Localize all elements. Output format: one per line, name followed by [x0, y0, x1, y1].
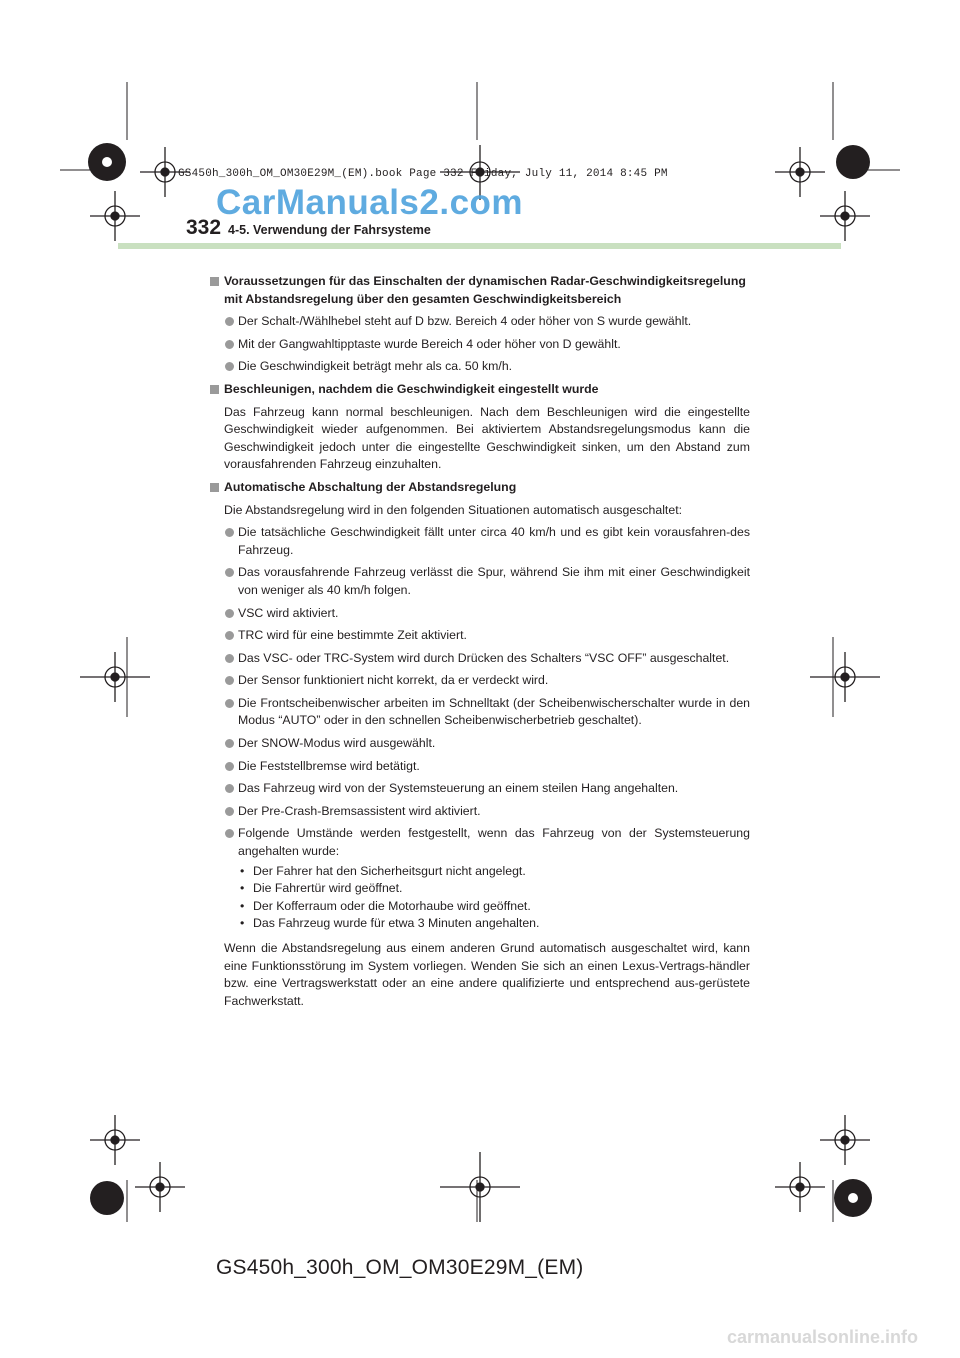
list-item-text: VSC wird aktiviert.: [238, 605, 339, 620]
list-item: [210, 605, 750, 623]
file-stamp: GS450h_300h_OM_OM30E29M_(EM).book Page 332 Friday, July 11, 2014 8:45 PM: [178, 168, 668, 180]
list-item-text: Der Pre-Crash-Bremsassistent wird aktiviert.: [238, 803, 481, 818]
sub-list-item: [210, 915, 750, 933]
list-item: [210, 825, 750, 860]
list-item-text: Mit der Gangwahltipptaste wurde Bereich 4 oder höher von D gewählt.: [238, 336, 621, 351]
round-bullet-icon: [225, 676, 234, 685]
sub-bullet-mark: •: [240, 881, 245, 896]
page-number: 332: [186, 216, 222, 239]
list-item: [210, 695, 750, 730]
list-item: [210, 313, 750, 331]
list-item-text: Die tatsächliche Geschwindigkeit fällt unter circa 40 km/h und es gibt kein vorausfahren-des Fahrzeug.: [238, 525, 750, 557]
footer-document-code: GS450h_300h_OM_OM30E29M_(EM): [216, 1256, 584, 1279]
list-item-text: Das vorausfahrende Fahrzeug verlässt die Spur, während Sie ihm mit einer Geschwindigkeit von weniger als 40 km/h folgen.: [238, 565, 750, 597]
list-item-text: Die Geschwindigkeit beträgt mehr als ca. 50 km/h.: [238, 359, 513, 374]
round-bullet-icon: [225, 631, 234, 640]
heading-text: Beschleunigen, nachdem die Geschwindigkeit eingestellt wurde: [224, 381, 599, 396]
closing-paragraph: Wenn die Abstandsregelung aus einem anderen Grund automatisch ausgeschaltet wird, kann eine Funktionsstörung im System vorliegen. Wenden Sie sich an einen Lexus-Vertrags-händler bzw. eine Vertragswerkstatt oder an eine andere qualifizierte und entsprechend aus-gerüstete Fachwerkstatt.: [224, 941, 750, 1008]
sub-list-item-text: Der Kofferraum oder die Motorhaube wird geöffnet.: [253, 898, 531, 913]
list-item-text: Die Frontscheibenwischer arbeiten im Schnelltakt (der Scheibenwischerschalter wurde in den Modus “AUTO” oder in den schnellen Scheibenwischerbetrieb geschaltet).: [238, 695, 750, 728]
list-item-text: Die Feststellbremse wird betätigt.: [238, 758, 420, 773]
sub-list-item-text: Das Fahrzeug wurde für etwa 3 Minuten angehalten.: [253, 916, 540, 931]
round-bullet-icon: [225, 699, 234, 708]
starburst-icon: [834, 1179, 872, 1217]
crosshair-icon: [90, 191, 140, 241]
starburst-icon: [88, 143, 126, 181]
sub-list-item: [210, 880, 750, 898]
list-item-text: Folgende Umstände werden festgestellt, wenn das Fahrzeug von der Systemsteuerung angehalten wurde:: [238, 826, 750, 859]
crosshair-icon: [80, 652, 150, 702]
round-bullet-icon: [225, 317, 234, 326]
list-item: [210, 358, 750, 376]
sub-bullet-mark: •: [240, 898, 245, 913]
list-item-text: Der Sensor funktioniert nicht korrekt, da er verdeckt wird.: [238, 673, 549, 688]
crosshair-icon: [90, 1115, 140, 1165]
section-heading: [210, 381, 750, 399]
watermark-top: CarManuals2.com: [216, 183, 524, 222]
list-item: [210, 803, 750, 821]
list-item: [210, 672, 750, 690]
sub-list-item: [210, 898, 750, 916]
square-bullet-icon: [210, 483, 219, 492]
crosshair-icon: [820, 1115, 870, 1165]
square-bullet-icon: [210, 277, 219, 286]
list-item-text: Der SNOW-Modus wird ausgewählt.: [238, 736, 436, 751]
round-bullet-icon: [225, 654, 234, 663]
list-item: [210, 627, 750, 645]
round-bullet-icon: [225, 568, 234, 577]
sub-list-item: [210, 863, 750, 881]
section-heading: [210, 273, 750, 308]
round-bullet-icon: [225, 528, 234, 537]
list-item: [210, 524, 750, 559]
square-bullet-icon: [210, 385, 219, 394]
round-bullet-icon: [225, 609, 234, 618]
paragraph: Das Fahrzeug kann normal beschleunigen. Nach dem Beschleunigen wird die eingestellte Geschwindigkeit wieder aufgenommen. Bei aktiviertem Abstandsregelungsmodus kann die Geschwindigkeit jedoch unter die eingestellte Geschwindigkeit sinken, um den Abstand zum vorausfahrenden Fahrzeug einzuhalten.: [224, 404, 750, 472]
list-item-text: Das VSC- oder TRC-System wird durch Drücken des Schalters “VSC OFF” ausgeschaltet.: [238, 650, 730, 665]
sub-list-item-text: Die Fahrertür wird geöffnet.: [253, 881, 403, 896]
round-bullet-icon: [225, 807, 234, 816]
main-content: [210, 268, 750, 1023]
section-title: 4-5. Verwendung der Fahrsysteme: [228, 223, 431, 237]
list-item: [210, 336, 750, 354]
round-bullet-icon: [225, 362, 234, 371]
sub-list-item-text: Der Fahrer hat den Sicherheitsgurt nicht angelegt.: [253, 863, 526, 878]
round-bullet-icon: [225, 762, 234, 771]
heading-text: Automatische Abschaltung der Abstandsregelung: [224, 479, 517, 494]
list-item: [210, 564, 750, 599]
round-bullet-icon: [225, 829, 234, 838]
list-item: [210, 735, 750, 753]
round-bullet-icon: [225, 340, 234, 349]
round-bullet-icon: [225, 784, 234, 793]
paragraph: Die Abstandsregelung wird in den folgenden Situationen automatisch ausgeschaltet:: [224, 502, 683, 517]
heading-text: Voraussetzungen für das Einschalten der dynamischen Radar-Geschwindigkeitsregelung mit Abstandsregelung über den gesamten Geschwindigkeitsbereich: [224, 274, 746, 306]
crosshair-icon: [820, 191, 870, 241]
sub-bullet-mark: •: [240, 916, 245, 931]
corner-dot-icon: [90, 1181, 124, 1215]
list-item: [210, 758, 750, 776]
crosshair-icon: [775, 147, 825, 197]
list-item-text: TRC wird für eine bestimmte Zeit aktiviert.: [238, 628, 467, 643]
crosshair-icon: [810, 652, 880, 702]
crosshair-icon: [135, 1162, 185, 1212]
crosshair-icon: [440, 1152, 520, 1222]
watermark-bottom: carmanualsonline.info: [727, 1327, 919, 1347]
list-item-text: Das Fahrzeug wird von der Systemsteuerung an einem steilen Hang angehalten.: [238, 781, 679, 796]
header-rule: [118, 243, 841, 249]
section-heading: [210, 479, 750, 497]
list-item: [210, 780, 750, 798]
list-item-text: Der Schalt-/Wählhebel steht auf D bzw. Bereich 4 oder höher von S wurde gewählt.: [238, 314, 692, 329]
round-bullet-icon: [225, 739, 234, 748]
corner-dot-icon: [836, 145, 870, 179]
sub-bullet-mark: •: [240, 863, 245, 878]
crosshair-icon: [775, 1162, 825, 1212]
list-item: [210, 650, 750, 668]
